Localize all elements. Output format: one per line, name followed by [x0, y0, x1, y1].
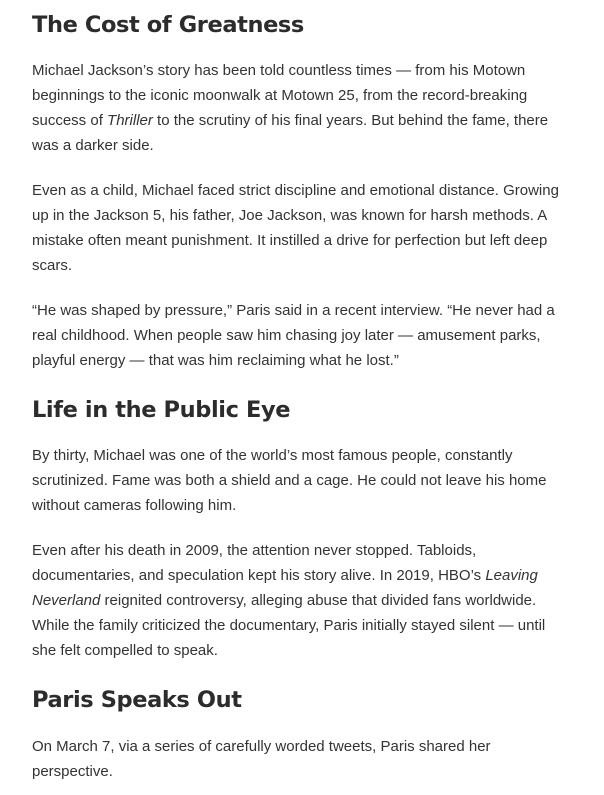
section-heading-cost-of-greatness: The Cost of Greatness	[32, 12, 304, 38]
paragraph-after-death	[32, 538, 572, 663]
section-heading-public-eye: Life in the Public Eye	[32, 397, 291, 423]
paragraph-fame: By thirty, Michael was one of the world’s most famous people, constantly scrutinized. Fame was both a shield and a cage. He could not leave his home without cameras following him.	[32, 447, 547, 514]
paragraph-childhood: Even as a child, Michael faced strict discipline and emotional distance. Growing up in the Jackson 5, his father, Joe Jackson, was known for harsh methods. A mistake often meant punishment. It instilled a drive for perfection but left deep scars.	[32, 182, 559, 274]
paragraph-march-tweets: On March 7, via a series of carefully worded tweets, Paris shared her perspective.	[32, 738, 491, 780]
section-heading-paris-speaks-out: Paris Speaks Out	[32, 687, 242, 713]
paragraph-text: Michael Jackson’s story has been told countless times — from his Motown beginnings to the iconic moonwalk at Motown 25, from the record-breaking success of	[32, 62, 528, 129]
paragraph-motown-story	[32, 58, 572, 158]
paragraph-text: Even after his death in 2009, the attention never stopped. Tabloids, documentaries, and speculation kept his story alive. In 2019, HBO’s	[32, 542, 486, 584]
documentary-title-leaving-neverland: Leaving Neverland	[32, 567, 538, 609]
paragraph-text: reignited controversy, alleging abuse that divided fans worldwide. While the family criticized the documentary, Paris initially stayed silent — until she felt compelled to speak.	[32, 592, 546, 659]
paragraph-text: to the scrutiny of his final years. But behind the fame, there was a darker side.	[32, 112, 549, 154]
paragraph-paris-quote: “He was shaped by pressure,” Paris said in a recent interview. “He never had a real childhood. When people saw him chasing joy later — amusement parks, playful energy — that was him reclaiming what he lost.”	[32, 302, 555, 369]
album-title-thriller: Thriller	[107, 112, 153, 129]
